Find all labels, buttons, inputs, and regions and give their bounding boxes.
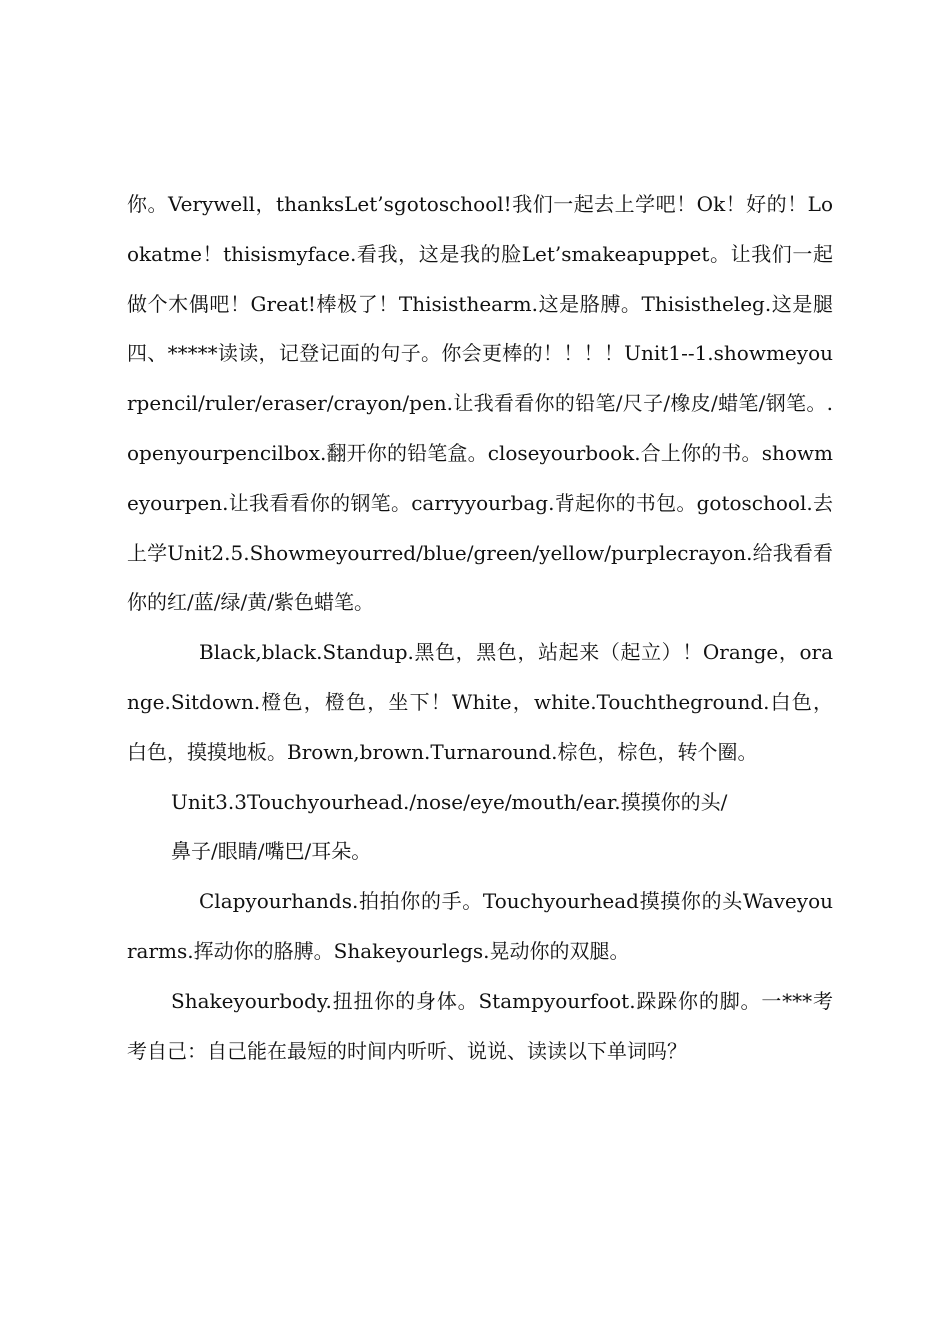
paragraph-body-actions: Clapyourhands.拍拍你的手。Touchyourhead摸摸你的头Waveyourarms.挥动你的胳膊。Shakeyourlegs.晃动你的双腿。 xyxy=(127,889,833,963)
paragraph-unit1-unit2: 你。Verywell，thanksLet’sgotoschool!我们一起去上学吧！Ok！好的！Lookatme！thisismyface.看我，这是我的脸Let’smakeapuppet。让我们一起做个木偶吧！Great!棒极了！Thisisthearm.这是胳膊。Thisistheleg.这是腿四、*****读读，记登记面的句子。你会更棒的！！！！Unit1--1.showmeyourpencil/ruler/eraser/crayon/pen.让我看看你的铅笔/尺子/橡皮/蜡笔/钢笔。.openyourpencilbox.翻开你的铅笔盒。closeyourbook.合上你的书。showmeyourpen.让我看看你的钢笔。carryyourbag.背起你的书包。gotoschool.去上学Unit2.5.Showmeyourred/blue/green/yellow/purplecrayon.给我看看你的红/蓝/绿/黄/紫色蜡笔。 xyxy=(127,192,833,615)
document-page xyxy=(127,180,833,1076)
paragraph-self-test: Shakeyourbody.扭扭你的身体。Stampyourfoot.跺跺你的脚。一***考考自己：自己能在最短的时间内听听、说说、读读以下单词吗？ xyxy=(127,988,833,1063)
paragraph-unit3 xyxy=(127,778,833,878)
unit3-line-2: 鼻子/眼睛/嘴巴/耳朵。 xyxy=(171,839,372,864)
unit3-line-1: Unit3.3Touchyourhead./nose/eye/mouth/ear.摸摸你的头/ xyxy=(171,789,728,814)
paragraph-colors-actions: Black,black.Standup.黑色，黑色，站起来（起立）！Orange，orange.Sitdown.橙色，橙色，坐下！White，white.Touchtheground.白色，白色，摸摸地板。Brown,brown.Turnaround.棕色，棕色，转个圈。 xyxy=(127,640,833,764)
